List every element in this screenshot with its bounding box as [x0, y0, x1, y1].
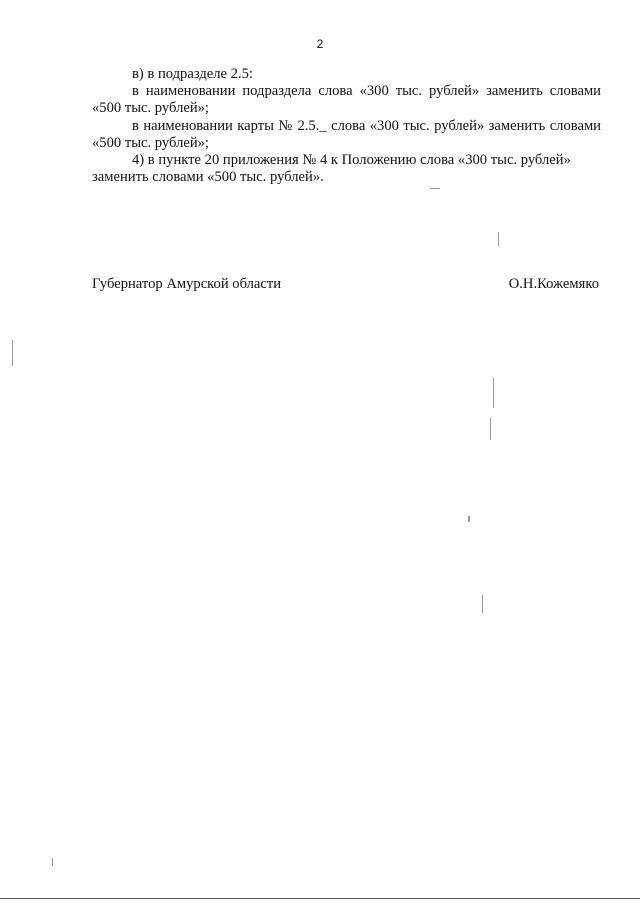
- scan-speck: [468, 516, 470, 522]
- scan-speck: [430, 188, 440, 189]
- paragraph-appendix-4-change: 4) в пункте 20 приложения № 4 к Положению слова «300 тыс. рублей» заменить словами «500 тыс. рублей».: [92, 152, 571, 186]
- scan-speck: [493, 378, 494, 408]
- page-number: 2: [316, 37, 324, 51]
- scan-edge-line: [0, 898, 640, 899]
- paragraph-subsection-2-5: в) в подразделе 2.5:: [132, 66, 253, 82]
- signatory-name: О.Н.Кожемяко: [508, 276, 599, 292]
- paragraph-subsection-title-change: в наименовании подраздела слова «300 тыс. рублей» заменить словами «500 тыс. рублей»;: [92, 83, 601, 117]
- scan-speck: [52, 858, 53, 866]
- scan-speck: [498, 232, 499, 246]
- document-body: [92, 66, 601, 186]
- signature-block: [92, 275, 599, 293]
- scan-speck: [12, 340, 13, 366]
- scan-speck: [482, 595, 483, 613]
- signatory-position: Губернатор Амурской области: [92, 276, 282, 292]
- paragraph-map-title-change: в наименовании карты № 2.5._ слова «300 тыс. рублей» заменить словами «500 тыс. рублей»;: [92, 117, 601, 151]
- scan-speck: [490, 418, 491, 440]
